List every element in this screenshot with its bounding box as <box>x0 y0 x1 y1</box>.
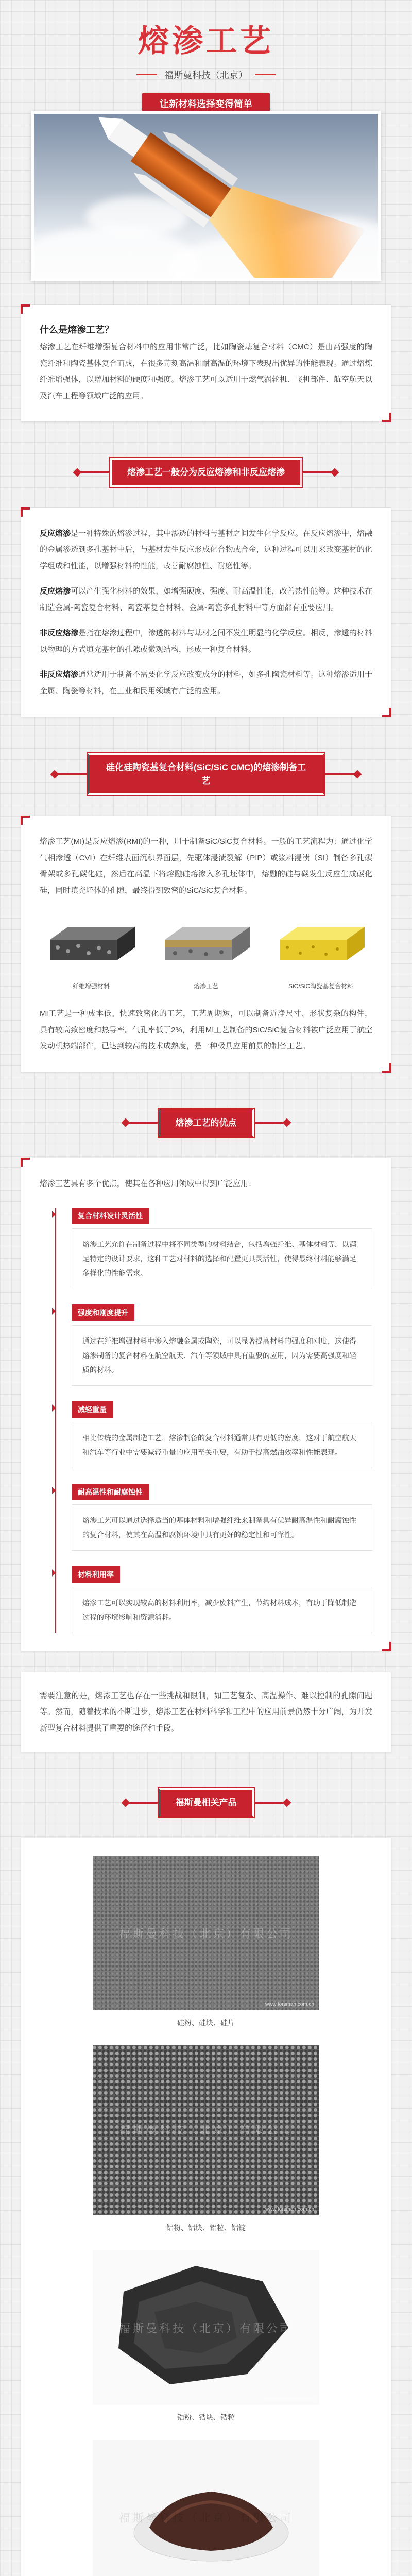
page-title: 熔渗工艺 <box>138 23 274 59</box>
site-mark: www.forsman.com.cn <box>265 2001 314 2007</box>
advantage-item <box>72 1401 372 1468</box>
paragraph: 非反应熔渗是指在熔渗过程中，渗透的材料与基材之间不发生明显的化学反应。相反，渗透的材料以物理的方式填充基材的孔隙或微观结构，形成一种复合材料。 <box>40 629 372 654</box>
bullet-arrow-icon <box>52 1211 56 1218</box>
advantage-item <box>72 1484 372 1551</box>
product-card <box>40 1856 372 2028</box>
advantage-item <box>72 1208 372 1289</box>
paragraph: 反应熔渗可以产生强化材料的效果，如增强硬度、强度、耐高温性能，改善热性能等。这种技术在制造金属-陶瓷复合材料、陶瓷基复合材料、金属-陶瓷多孔材料中等方面都有重要应用。 <box>40 587 372 612</box>
rocket-illustration <box>34 114 378 278</box>
paragraph: MI工艺是一种成本低、快速致密化的工艺，工艺周期短，可以制备近净尺寸、形状复杂的构件，具有较高致密度和热导率。气孔率低于2%，利用MI工艺制备的SiC/SiC复合材料被广泛应用于航空发动机热端部件，已达到较高的技术成熟度，是一种极具应用前景的制备工艺。 <box>40 1009 372 1050</box>
diagram-caption: SiC/SiC陶瓷基复合材料 <box>288 982 353 990</box>
diagram-caption: 纤维增强材料 <box>72 982 110 990</box>
advantage-text: 熔渗工艺可以通过选择适当的基体材料和增强纤维来制备具有优异耐高温性和耐腐蚀性的复合材料，使其在高温和腐蚀环境中具有更好的稳定性和可靠性。 <box>72 1504 372 1551</box>
section3-box <box>21 1158 391 1651</box>
paragraph: 熔渗工艺(MI)是反应熔渗(RMI)的一种，用于制备SiC/SiC复合材料。一般的工艺流程为：通过化学气相渗透（CVI）在纤维表面沉积界面层，先驱体浸渍裂解（PIP）或浆料浸渍（SI）制备多孔碳骨架或多孔碳化硅，然后在高温下将熔融硅熔渗入多孔坯体中，熔融的硅与碳发生反应生成碳化硅，同时填充坯体的孔隙，最终得到致密的SiC/SiC复合材料。 <box>40 837 372 895</box>
advantages-list <box>55 1208 372 1633</box>
divider <box>136 74 157 75</box>
company-name: 福斯曼科技（北京） <box>164 70 248 80</box>
products-box <box>21 1838 391 2576</box>
intro-question: 什么是熔渗工艺？ <box>40 325 114 335</box>
paragraph: 非反应熔渗通常适用于制备不需要化学反应改变成分的材料，如多孔陶瓷材料等。这种熔渗适用于金属、陶瓷等材料，在工业和民用领域有广泛的应用。 <box>40 670 372 696</box>
advantage-tag: 减轻重量 <box>72 1401 113 1418</box>
intro-text: 熔渗工艺在纤维增强复合材料中的应用非常广泛，比如陶瓷基复合材料（CMC）是由高强度的陶瓷纤维和陶瓷基体复合而成，在很多苛刻高温和耐高温的环境下表现出优异的性能表现。通过熔炼纤维增强体，以增加材料的硬度和强度。熔渗工艺可以适用于燃气涡轮机、飞机部件、航空航天以及汽车工程等领域广泛的应用。 <box>40 343 372 400</box>
diagram-step <box>154 919 258 990</box>
section-header-1 <box>0 458 412 487</box>
bullet-arrow-icon <box>52 1569 56 1577</box>
product-caption: 铝粉、铝块、铝粒、铝锭 <box>166 2223 246 2232</box>
process-diagram <box>40 919 372 990</box>
paragraph: 反应熔渗是一种特殊的熔渗过程，其中渗透的材料与基材之间发生化学反应。在反应熔渗中，熔融的金属渗透到多孔基材中后，与基材发生反应形成化合物或合金，这种过程可以用来改变基材的化学组成和性能，以增强材料的性能，改善耐腐蚀性、耐磨性等。 <box>40 529 372 570</box>
section-title: 熔渗工艺一般分为反应熔渗和非反应熔渗 <box>110 458 302 487</box>
section-header-4 <box>0 1788 412 1817</box>
section2-box <box>21 816 391 1073</box>
divider <box>255 74 276 75</box>
advantage-item <box>72 1304 372 1386</box>
section-header-3 <box>0 1109 412 1138</box>
summary-text: 需要注意的是，熔渗工艺也存在一些挑战和限制，如工艺复杂、高温操作、难以控制的孔隙问题等。然而，随着技术的不断进步，熔渗工艺在材料科学和工程中的应用前景仍然十分广阔，为开发新型复合材料提供了重要的途径和手段。 <box>40 1691 372 1733</box>
product-card <box>40 2045 372 2233</box>
advantage-text: 相比传统的金属制造工艺，熔渗制备的复合材料通常具有更低的密度，这对于航空航天和汽车等行业中需要减轻重量的应用至关重要，有助于提高燃油效率和性能表现。 <box>72 1422 372 1468</box>
section-title: 福斯曼相关产品 <box>159 1788 254 1817</box>
section-title: 硅化硅陶瓷基复合材料(SiC/SiC CMC)的熔渗制备工艺 <box>88 753 324 795</box>
product-caption: 硅粉、硅块、硅片 <box>177 2018 235 2027</box>
section1-box <box>21 507 391 718</box>
advantage-tag: 复合材料设计灵活性 <box>72 1208 149 1224</box>
product-card <box>40 2440 372 2576</box>
diagram-caption: 熔渗工艺 <box>193 982 218 990</box>
advantage-tag: 强度和刚度提升 <box>72 1304 134 1321</box>
advantage-text: 熔渗工艺可以实现较高的材料利用率，减少废料产生，节约材料成本，有助于降低制造过程的环境影响和资源消耗。 <box>72 1587 372 1633</box>
intro-box <box>21 304 391 422</box>
product-image-tantalum <box>93 2440 319 2576</box>
section-header-2 <box>0 753 412 795</box>
bullet-arrow-icon <box>52 1404 56 1412</box>
advantage-text: 通过在纤维增强材料中渗入熔融金属或陶瓷，可以显著提高材料的强度和刚度，这使得熔渗制备的复合材料在航空航天、汽车等领域中具有重要的应用，因为需要高强度和轻质的材料。 <box>72 1325 372 1386</box>
product-card <box>40 2250 372 2422</box>
bullet-arrow-icon <box>52 1308 56 1315</box>
subtitle-line <box>0 68 412 81</box>
product-image-zirconium <box>93 2250 319 2405</box>
diagram-step <box>40 919 143 990</box>
bullet-arrow-icon <box>52 1487 56 1494</box>
product-image-silicon <box>93 1856 319 2010</box>
watermark: 福斯曼科技（北京）有限公司 <box>118 1927 293 1940</box>
site-mark: www.forsman.com.cn <box>265 2206 314 2212</box>
product-image-aluminum <box>93 2045 319 2215</box>
hero-rocket-image <box>31 111 381 281</box>
section-title: 熔渗工艺的优点 <box>159 1109 254 1138</box>
site-mark: www.forsman.com.cn <box>265 2396 314 2402</box>
product-caption: 锆粉、锆块、锆粒 <box>177 2413 235 2421</box>
diagram-step <box>269 919 372 990</box>
advantage-tag: 材料利用率 <box>72 1566 120 1583</box>
summary-box <box>21 1672 391 1753</box>
header <box>0 0 412 111</box>
advantage-item <box>72 1566 372 1633</box>
watermark: 福斯曼科技（北京）有限公司 <box>118 2124 293 2137</box>
watermark: 福斯曼科技（北京）有限公司 <box>118 2511 293 2524</box>
advantage-tag: 耐高温性和耐腐蚀性 <box>72 1484 149 1500</box>
section-lead: 熔渗工艺具有多个优点，使其在各种应用领域中得到广泛应用： <box>40 1179 256 1188</box>
watermark: 福斯曼科技（北京）有限公司 <box>118 2321 293 2335</box>
advantage-text: 熔渗工艺允许在制备过程中将不同类型的材料结合，包括增强纤维、基体材料等，以满足特定的设计要求，这种工艺对材料的选择和配置更具灵活性，使得最终材料能够满足多样化的性能需求。 <box>72 1228 372 1289</box>
slogan-banner: 让新材料选择变得简单 <box>142 93 270 114</box>
